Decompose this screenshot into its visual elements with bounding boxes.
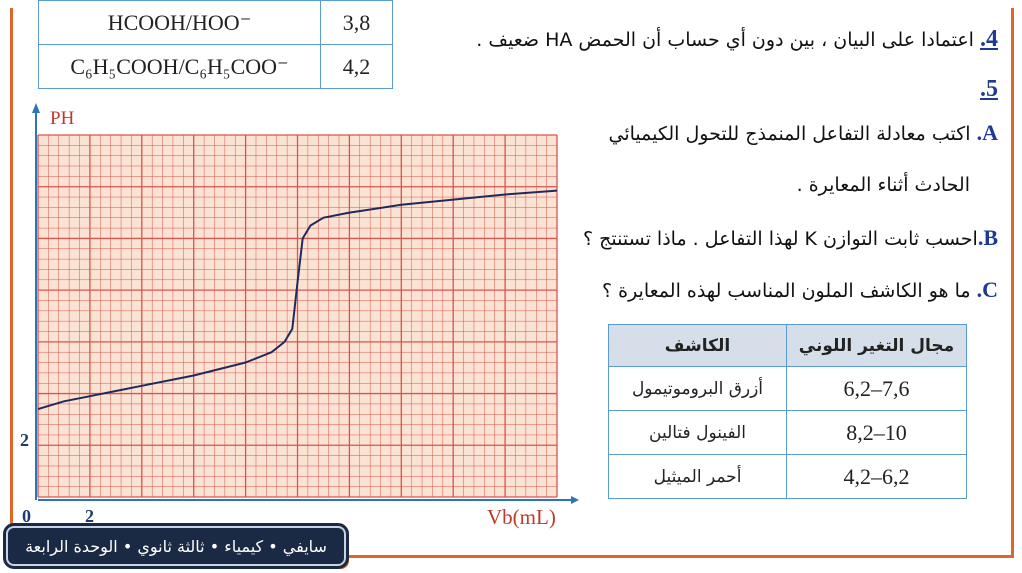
header-range: مجال التغير اللوني — [787, 325, 967, 367]
indicator-cell: أزرق البروموتيمول — [609, 367, 787, 411]
pka-cell: 4,2 — [321, 45, 393, 89]
x-tick-label: 0 — [22, 506, 31, 526]
footer-badge: سايفي • كيمياء • ثالثة ثانوي • الوحدة الرابعة — [6, 526, 346, 566]
question-5 — [980, 76, 998, 103]
item-letter: A. — [976, 120, 998, 145]
range-cell: 8,2–10 — [787, 411, 967, 455]
header-indicator: الكاشف — [609, 325, 787, 367]
question-text: ما هو الكاشف الملون المناسب لهذه المعايرة ؟ — [601, 280, 971, 302]
question-number: 4. — [980, 26, 998, 52]
question-text: اعتمادا على البيان ، بين دون أي حساب أن الحمض HA ضعيف . — [476, 29, 974, 51]
couple-cell: C₆H₅COOH/C₆H₅COO⁻ — [39, 45, 321, 89]
pka-cell: 3,8 — [321, 1, 393, 45]
x-axis-label: Vb(mL) — [487, 505, 556, 529]
item-letter: B. — [977, 225, 998, 250]
question-5a — [609, 120, 998, 146]
table-header — [609, 325, 967, 367]
pka-table — [38, 0, 393, 89]
indicator-table — [608, 324, 967, 499]
indicator-cell: الفينول فتالين — [609, 411, 787, 455]
question-5b — [583, 225, 998, 251]
question-text: اكتب معادلة التفاعل المنمذج للتحول الكيميائي — [608, 123, 971, 145]
item-letter: C. — [976, 277, 998, 302]
y-axis-label: PH — [50, 108, 75, 129]
question-5c — [602, 277, 998, 303]
y-tick-label: 2 — [20, 430, 29, 450]
table-row — [609, 411, 967, 455]
question-4 — [476, 26, 998, 53]
range-cell: 6,2–7,6 — [787, 367, 967, 411]
titration-chart — [0, 100, 590, 520]
table-row — [609, 367, 967, 411]
indicator-cell: أحمر الميثيل — [609, 455, 787, 499]
question-text: احسب ثابت التوازن K لهذا التفاعل . ماذا تستنتج ؟ — [583, 228, 978, 250]
table-row — [39, 45, 393, 89]
table-row — [39, 1, 393, 45]
question-number: 5. — [980, 76, 998, 102]
couple-cell: HCOOH/HOO⁻ — [39, 1, 321, 45]
table-row — [609, 455, 967, 499]
question-5a-cont: الحادث أثناء المعايرة . — [796, 174, 970, 196]
x-tick-label: 2 — [85, 506, 94, 526]
range-cell: 4,2–6,2 — [787, 455, 967, 499]
x-axis-arrow-icon — [571, 496, 579, 504]
y-axis-arrow-icon — [32, 103, 40, 113]
